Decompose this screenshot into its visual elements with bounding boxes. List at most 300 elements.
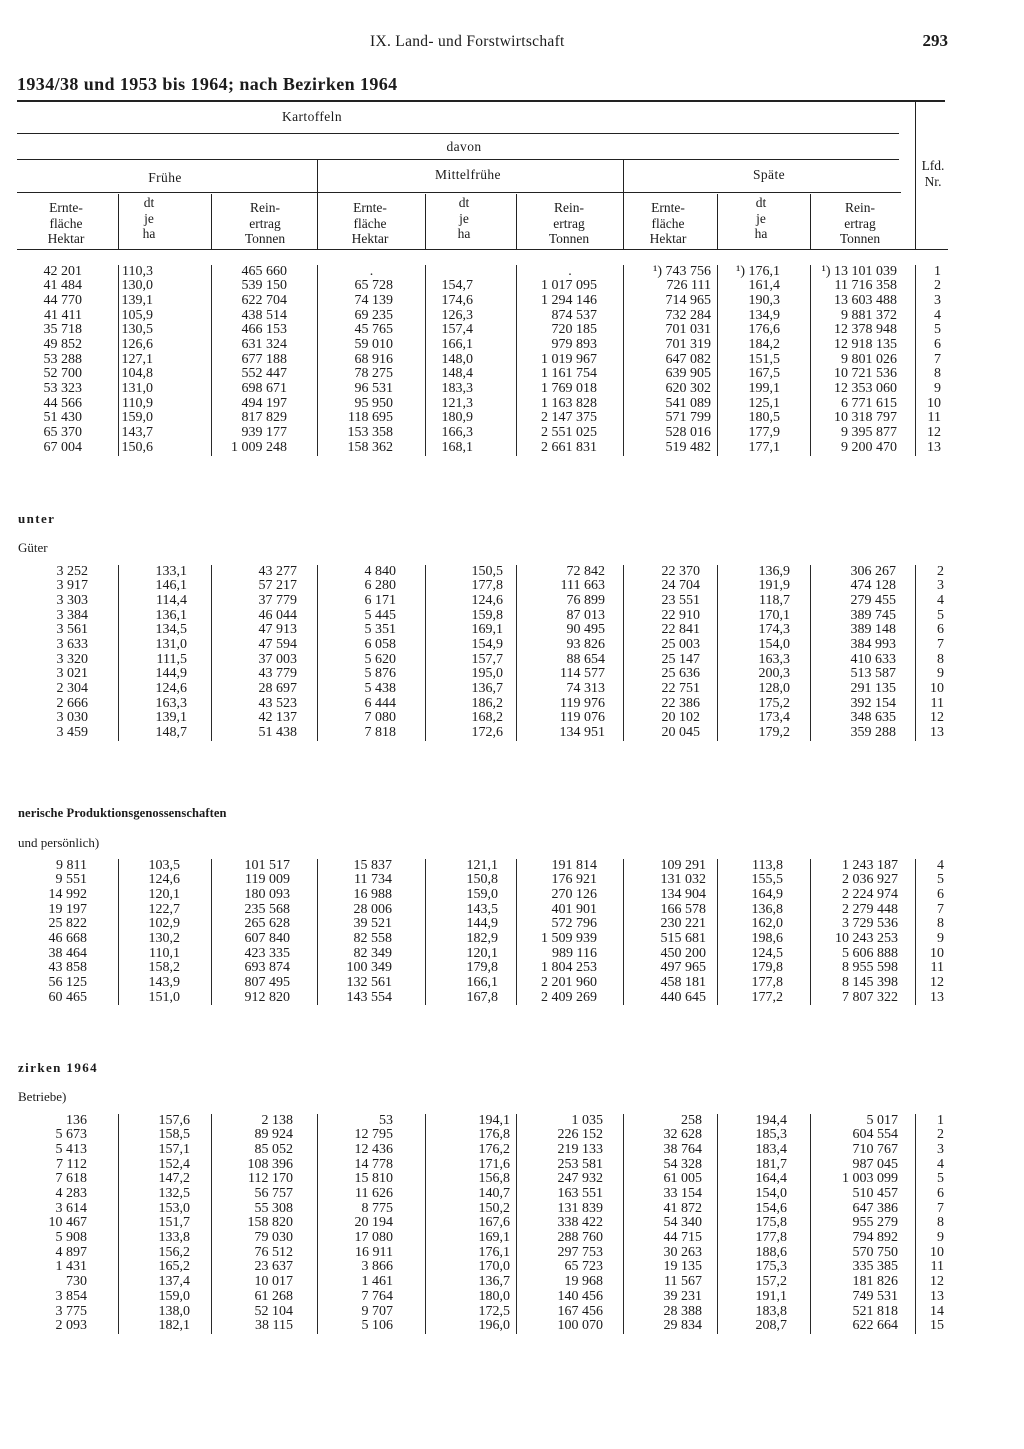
table-row	[17, 397, 948, 412]
page-number: 293	[922, 31, 948, 50]
table-row	[17, 426, 948, 441]
column-header-medium-yield	[424, 195, 504, 242]
early-area-cell: 9 551	[55, 872, 87, 888]
group-header-late: Späte	[753, 167, 785, 182]
column-header-late-yield	[721, 195, 801, 242]
early-area-cell: 3 614	[55, 1200, 87, 1216]
medium-harvest-cell: 88 654	[516, 653, 623, 668]
late-area-cell: 258	[623, 1114, 717, 1129]
early-yield-cell: 105,9	[118, 309, 211, 324]
early-area-cell: 41 484	[43, 278, 82, 294]
table-row	[17, 323, 948, 338]
late-harvest-cell: 604 554	[810, 1128, 915, 1143]
early-yield-cell: 110,1	[118, 947, 211, 962]
medium-area-cell: 4 840	[317, 565, 425, 580]
group-divider	[317, 160, 318, 250]
late-yield-cell: 151,5	[717, 353, 810, 368]
medium-harvest-cell: 140 456	[516, 1290, 623, 1305]
early-area-cell: 53 288	[43, 351, 82, 367]
medium-harvest-cell: 119 076	[516, 711, 623, 726]
late-yield-cell: 174,3	[717, 623, 810, 638]
early-yield-cell: 102,9	[118, 917, 211, 932]
medium-yield-cell: 140,7	[425, 1187, 516, 1202]
table-section-districts	[17, 1114, 948, 1334]
medium-harvest-cell: 100 070	[516, 1319, 623, 1334]
table-row	[17, 1187, 948, 1202]
late-harvest-cell: 622 664	[810, 1319, 915, 1334]
early-harvest-cell: 76 512	[211, 1246, 317, 1261]
late-harvest-cell: 647 386	[810, 1202, 915, 1217]
late-harvest-cell: 11 716 358	[810, 279, 915, 294]
column-header-line: dt	[143, 195, 155, 210]
early-yield-cell: 143,7	[118, 426, 211, 441]
table-row	[17, 279, 948, 294]
early-yield-cell: 130,0	[118, 279, 211, 294]
running-head-title: IX. Land- und Forstwirtschaft	[370, 33, 565, 50]
early-yield-cell: 138,0	[118, 1305, 211, 1320]
row-number-cell: 1	[915, 1114, 948, 1129]
early-harvest-cell: 607 840	[211, 932, 317, 947]
medium-area-cell: 14 778	[317, 1158, 425, 1173]
medium-harvest-cell: 2 201 960	[516, 976, 623, 991]
group-header-early: Frühe	[148, 170, 182, 185]
late-yield-cell: 163,3	[717, 653, 810, 668]
early-harvest-cell: 158 820	[211, 1216, 317, 1231]
row-number-cell: 9	[915, 382, 948, 397]
early-harvest-cell: 817 829	[211, 411, 317, 426]
late-yield-cell: 194,4	[717, 1114, 810, 1129]
column-header-medium-area	[330, 200, 410, 247]
header-row-number-line1: Lfd.	[921, 158, 945, 173]
header-davon: davon	[446, 139, 482, 154]
row-number-cell: 8	[915, 367, 948, 382]
column-header-line: je	[459, 210, 469, 226]
late-yield-cell: 183,4	[717, 1143, 810, 1158]
early-yield-cell: 137,4	[118, 1275, 211, 1290]
early-area-cell: 25 822	[48, 916, 87, 932]
medium-area-cell: 5 351	[317, 623, 425, 638]
medium-yield-cell: 159,0	[425, 888, 516, 903]
column-header-line: Ernte-	[651, 200, 685, 215]
late-harvest-cell: 335 385	[810, 1260, 915, 1275]
early-yield-cell: 103,5	[118, 859, 211, 874]
late-area-cell: 54 328	[623, 1158, 717, 1173]
late-area-cell: 19 135	[623, 1260, 717, 1275]
medium-yield-cell: 124,6	[425, 594, 516, 609]
late-yield-cell: 177,1	[717, 441, 810, 456]
late-harvest-cell: 392 154	[810, 697, 915, 712]
column-header-line: Hektar	[649, 231, 687, 246]
table-row	[17, 638, 948, 653]
medium-area-cell: 39 521	[317, 917, 425, 932]
row-number-cell: 7	[915, 638, 948, 653]
early-area-cell: 5 908	[55, 1230, 87, 1246]
early-harvest-cell: 2 138	[211, 1114, 317, 1129]
late-yield-cell: 191,1	[717, 1290, 810, 1305]
medium-area-cell: 11 734	[317, 873, 425, 888]
early-yield-cell: 131,0	[118, 638, 211, 653]
row-number-cell: 5	[915, 1172, 948, 1187]
late-harvest-cell: ¹) 13 101 039	[810, 265, 915, 280]
early-area-cell: 4 897	[55, 1244, 87, 1260]
early-area-cell: 53 323	[43, 381, 82, 397]
medium-area-cell: 53	[317, 1114, 425, 1129]
late-area-cell: 515 681	[623, 932, 717, 947]
late-harvest-cell: 521 818	[810, 1305, 915, 1320]
late-yield-cell: 164,4	[717, 1172, 810, 1187]
column-header-line: dt	[458, 195, 470, 210]
table-row	[17, 441, 948, 456]
late-yield-cell: 177,8	[717, 976, 810, 991]
medium-yield-cell: 156,8	[425, 1172, 516, 1187]
early-harvest-cell: 677 188	[211, 353, 317, 368]
medium-harvest-cell: 19 968	[516, 1275, 623, 1290]
medium-area-cell: 8 775	[317, 1202, 425, 1217]
early-yield-cell: 133,8	[118, 1231, 211, 1246]
early-area-cell: 2 666	[56, 695, 88, 711]
early-yield-cell: 151,0	[118, 991, 211, 1006]
late-yield-cell: 183,8	[717, 1305, 810, 1320]
medium-harvest-cell: 288 760	[516, 1231, 623, 1246]
medium-harvest-cell: 989 116	[516, 947, 623, 962]
medium-yield-cell: 154,9	[425, 638, 516, 653]
medium-harvest-cell: 72 842	[516, 565, 623, 580]
medium-harvest-cell: 1 769 018	[516, 382, 623, 397]
late-harvest-cell: 12 353 060	[810, 382, 915, 397]
early-area-cell: 46 668	[48, 931, 87, 947]
table-row	[17, 265, 948, 280]
row-number-cell: 14	[915, 1305, 948, 1320]
table-row	[17, 859, 948, 874]
column-header-line: fläche	[49, 215, 83, 231]
late-yield-cell: 198,6	[717, 932, 810, 947]
late-harvest-cell: 291 135	[810, 682, 915, 697]
late-harvest-cell: 7 807 322	[810, 991, 915, 1006]
row-number-cell: 6	[915, 338, 948, 353]
column-divider	[717, 194, 718, 250]
early-area-cell: 3 459	[56, 725, 88, 741]
column-header-line: ertrag	[249, 215, 281, 231]
late-yield-cell: 113,8	[717, 859, 810, 874]
table-row	[17, 1231, 948, 1246]
late-yield-cell: 175,3	[717, 1260, 810, 1275]
row-number-cell: 10	[915, 397, 948, 412]
medium-harvest-cell: 163 551	[516, 1187, 623, 1202]
early-area-cell: 56 125	[48, 975, 87, 991]
header-rule-groups	[17, 192, 901, 193]
column-divider	[211, 194, 212, 250]
late-yield-cell: ¹) 176,1	[717, 265, 810, 280]
early-harvest-cell: 423 335	[211, 947, 317, 962]
column-header-line: Tonnen	[244, 231, 286, 246]
early-harvest-cell: 622 704	[211, 294, 317, 309]
medium-area-cell: 1 461	[317, 1275, 425, 1290]
early-yield-cell: 104,8	[118, 367, 211, 382]
medium-yield-cell: 179,8	[425, 961, 516, 976]
table-row	[17, 367, 948, 382]
medium-yield-cell: 176,1	[425, 1246, 516, 1261]
medium-area-cell: 15 810	[317, 1172, 425, 1187]
medium-area-cell: 74 139	[317, 294, 425, 309]
table-row	[17, 1128, 948, 1143]
medium-yield-cell: 180,0	[425, 1290, 516, 1305]
column-header-line: ha	[754, 226, 768, 241]
row-number-cell: 11	[915, 1260, 948, 1275]
late-yield-cell: 124,5	[717, 947, 810, 962]
medium-yield-cell: 157,4	[425, 323, 516, 338]
medium-harvest-cell: 1 017 095	[516, 279, 623, 294]
row-number-cell: 8	[915, 1216, 948, 1231]
column-header-line: Rein-	[845, 200, 875, 215]
early-yield-cell: 159,0	[118, 411, 211, 426]
medium-area-cell: 82 558	[317, 932, 425, 947]
late-harvest-cell: 181 826	[810, 1275, 915, 1290]
late-area-cell: 24 704	[623, 579, 717, 594]
medium-yield-cell: 182,9	[425, 932, 516, 947]
late-area-cell: 131 032	[623, 873, 717, 888]
column-header-line: je	[756, 210, 766, 226]
table-row	[17, 697, 948, 712]
medium-yield-cell: 186,2	[425, 697, 516, 712]
medium-yield-cell: 171,6	[425, 1158, 516, 1173]
early-area-cell: 44 770	[43, 292, 82, 308]
medium-area-cell: 45 765	[317, 323, 425, 338]
early-harvest-cell: 693 874	[211, 961, 317, 976]
late-area-cell: 639 905	[623, 367, 717, 382]
medium-harvest-cell: 167 456	[516, 1305, 623, 1320]
late-yield-cell: 164,9	[717, 888, 810, 903]
late-area-cell: 450 200	[623, 947, 717, 962]
early-harvest-cell: 23 637	[211, 1260, 317, 1275]
section-label-sub: Betriebe)	[18, 1089, 67, 1104]
header-rule-bottom	[17, 249, 948, 250]
late-area-cell: 30 263	[623, 1246, 717, 1261]
medium-area-cell: 96 531	[317, 382, 425, 397]
row-number-cell: 8	[915, 653, 948, 668]
medium-area-cell: 100 349	[317, 961, 425, 976]
header-row-number-line2: Nr.	[924, 174, 942, 189]
medium-harvest-cell: 297 753	[516, 1246, 623, 1261]
early-area-cell: 10 467	[48, 1215, 87, 1231]
late-area-cell: 519 482	[623, 441, 717, 456]
column-header-line: fläche	[353, 215, 387, 231]
early-yield-cell: 147,2	[118, 1172, 211, 1187]
late-area-cell: 22 841	[623, 623, 717, 638]
late-yield-cell: 191,9	[717, 579, 810, 594]
table-row	[17, 1143, 948, 1158]
late-yield-cell: 136,8	[717, 903, 810, 918]
late-harvest-cell: 8 145 398	[810, 976, 915, 991]
row-number-cell: 11	[915, 697, 948, 712]
row-number-cell: 6	[915, 1187, 948, 1202]
late-harvest-cell: 570 750	[810, 1246, 915, 1261]
early-harvest-cell: 1 009 248	[211, 441, 317, 456]
table-row	[17, 917, 948, 932]
late-yield-cell: 176,6	[717, 323, 810, 338]
medium-harvest-cell: 270 126	[516, 888, 623, 903]
early-harvest-cell: 57 217	[211, 579, 317, 594]
column-header-line: Tonnen	[839, 231, 881, 246]
late-harvest-cell: 10 318 797	[810, 411, 915, 426]
early-area-cell: 3 021	[56, 666, 88, 682]
medium-area-cell: .	[317, 265, 425, 280]
early-yield-cell: 165,2	[118, 1260, 211, 1275]
medium-area-cell: 6 171	[317, 594, 425, 609]
early-area-cell: 60 465	[48, 989, 87, 1005]
late-harvest-cell: 359 288	[810, 726, 915, 741]
row-number-cell: 4	[915, 594, 948, 609]
table-row	[17, 565, 948, 580]
early-area-cell: 7 112	[56, 1156, 87, 1172]
late-area-cell: 39 231	[623, 1290, 717, 1305]
early-harvest-cell: 37 003	[211, 653, 317, 668]
late-yield-cell: 184,2	[717, 338, 810, 353]
late-harvest-cell: 10 243 253	[810, 932, 915, 947]
early-yield-cell: 156,2	[118, 1246, 211, 1261]
medium-yield-cell: 174,6	[425, 294, 516, 309]
row-number-cell: 11	[915, 411, 948, 426]
early-area-cell: 3 384	[56, 607, 88, 623]
medium-area-cell: 11 626	[317, 1187, 425, 1202]
row-number-cell: 7	[915, 353, 948, 368]
early-area-cell: 43 858	[48, 960, 87, 976]
row-number-cell: 4	[915, 1158, 948, 1173]
late-yield-cell: 128,0	[717, 682, 810, 697]
medium-harvest-cell: 111 663	[516, 579, 623, 594]
late-harvest-cell: 389 745	[810, 609, 915, 624]
early-yield-cell: 114,4	[118, 594, 211, 609]
early-yield-cell: 136,1	[118, 609, 211, 624]
late-yield-cell: 179,2	[717, 726, 810, 741]
late-yield-cell: 118,7	[717, 594, 810, 609]
medium-area-cell: 6 444	[317, 697, 425, 712]
late-harvest-cell: 710 767	[810, 1143, 915, 1158]
medium-area-cell: 68 916	[317, 353, 425, 368]
early-area-cell: 41 411	[44, 307, 82, 323]
medium-area-cell: 5 106	[317, 1319, 425, 1334]
medium-area-cell: 6 058	[317, 638, 425, 653]
late-yield-cell: 177,8	[717, 1231, 810, 1246]
early-area-cell: 51 430	[43, 410, 82, 426]
early-harvest-cell: 108 396	[211, 1158, 317, 1173]
medium-harvest-cell: 2 551 025	[516, 426, 623, 441]
early-harvest-cell: 43 779	[211, 667, 317, 682]
late-area-cell: 620 302	[623, 382, 717, 397]
early-harvest-cell: 698 671	[211, 382, 317, 397]
medium-area-cell: 16 988	[317, 888, 425, 903]
medium-area-cell: 3 866	[317, 1260, 425, 1275]
column-header-line: fläche	[651, 215, 685, 231]
medium-area-cell: 95 950	[317, 397, 425, 412]
row-number-cell: 6	[915, 888, 948, 903]
column-divider	[516, 194, 517, 250]
medium-harvest-cell: 2 147 375	[516, 411, 623, 426]
early-area-cell: 3 561	[56, 622, 88, 638]
late-yield-cell: 188,6	[717, 1246, 810, 1261]
early-area-cell: 7 618	[55, 1171, 87, 1187]
medium-area-cell: 28 006	[317, 903, 425, 918]
table-section-cooperatives	[17, 859, 948, 1006]
row-number-cell: 9	[915, 932, 948, 947]
medium-harvest-cell: 247 932	[516, 1172, 623, 1187]
early-area-cell: 3 854	[55, 1288, 87, 1304]
late-harvest-cell: 513 587	[810, 667, 915, 682]
early-yield-cell: 153,0	[118, 1202, 211, 1217]
early-yield-cell: 131,0	[118, 382, 211, 397]
column-header-early-yield	[109, 195, 189, 242]
late-yield-cell: 157,2	[717, 1275, 810, 1290]
row-number-cell: 2	[915, 1128, 948, 1143]
medium-area-cell: 5 445	[317, 609, 425, 624]
early-harvest-cell: 61 268	[211, 1290, 317, 1305]
early-harvest-cell: 37 779	[211, 594, 317, 609]
medium-yield-cell: 172,6	[425, 726, 516, 741]
medium-yield-cell: 121,3	[425, 397, 516, 412]
late-harvest-cell: 12 378 948	[810, 323, 915, 338]
early-harvest-cell: 38 115	[211, 1319, 317, 1334]
table-row	[17, 961, 948, 976]
late-harvest-cell: 9 801 026	[810, 353, 915, 368]
late-area-cell: 38 764	[623, 1143, 717, 1158]
early-harvest-cell: 235 568	[211, 903, 317, 918]
early-yield-cell: 152,4	[118, 1158, 211, 1173]
early-area-cell: 5 413	[55, 1141, 87, 1157]
table-row	[17, 294, 948, 309]
early-area-cell: 3 775	[55, 1303, 87, 1319]
table-row	[17, 1275, 948, 1290]
early-harvest-cell: 28 697	[211, 682, 317, 697]
late-area-cell: 166 578	[623, 903, 717, 918]
late-area-cell: 25 636	[623, 667, 717, 682]
table-row	[17, 991, 948, 1006]
row-number-cell: 4	[915, 859, 948, 874]
late-harvest-cell: 749 531	[810, 1290, 915, 1305]
medium-yield-cell: 148,0	[425, 353, 516, 368]
late-yield-cell: 177,9	[717, 426, 810, 441]
medium-yield-cell: 126,3	[425, 309, 516, 324]
medium-yield-cell: 176,8	[425, 1128, 516, 1143]
medium-yield-cell: 150,2	[425, 1202, 516, 1217]
medium-yield-cell: 121,1	[425, 859, 516, 874]
medium-yield-cell: 144,9	[425, 917, 516, 932]
late-area-cell: ¹) 743 756	[623, 265, 717, 280]
table-row	[17, 947, 948, 962]
late-yield-cell: 199,1	[717, 382, 810, 397]
table-row	[17, 623, 948, 638]
early-yield-cell: 130,5	[118, 323, 211, 338]
medium-yield-cell: 148,4	[425, 367, 516, 382]
column-header-line: ha	[457, 226, 471, 241]
late-yield-cell: 134,9	[717, 309, 810, 324]
medium-harvest-cell: 1 019 967	[516, 353, 623, 368]
late-harvest-cell: 2 224 974	[810, 888, 915, 903]
late-area-cell: 22 370	[623, 565, 717, 580]
late-area-cell: 22 910	[623, 609, 717, 624]
table-section-state-farms	[17, 565, 948, 741]
medium-harvest-cell: 2 409 269	[516, 991, 623, 1006]
late-area-cell: 571 799	[623, 411, 717, 426]
late-area-cell: 109 291	[623, 859, 717, 874]
table-row	[17, 411, 948, 426]
medium-yield-cell: 166,1	[425, 338, 516, 353]
early-yield-cell: 158,2	[118, 961, 211, 976]
late-harvest-cell: 384 993	[810, 638, 915, 653]
row-number-cell: 5	[915, 323, 948, 338]
row-number-cell: 13	[915, 1290, 948, 1305]
early-yield-cell: 124,6	[118, 682, 211, 697]
medium-yield-cell: 150,5	[425, 565, 516, 580]
late-harvest-cell: 3 729 536	[810, 917, 915, 932]
